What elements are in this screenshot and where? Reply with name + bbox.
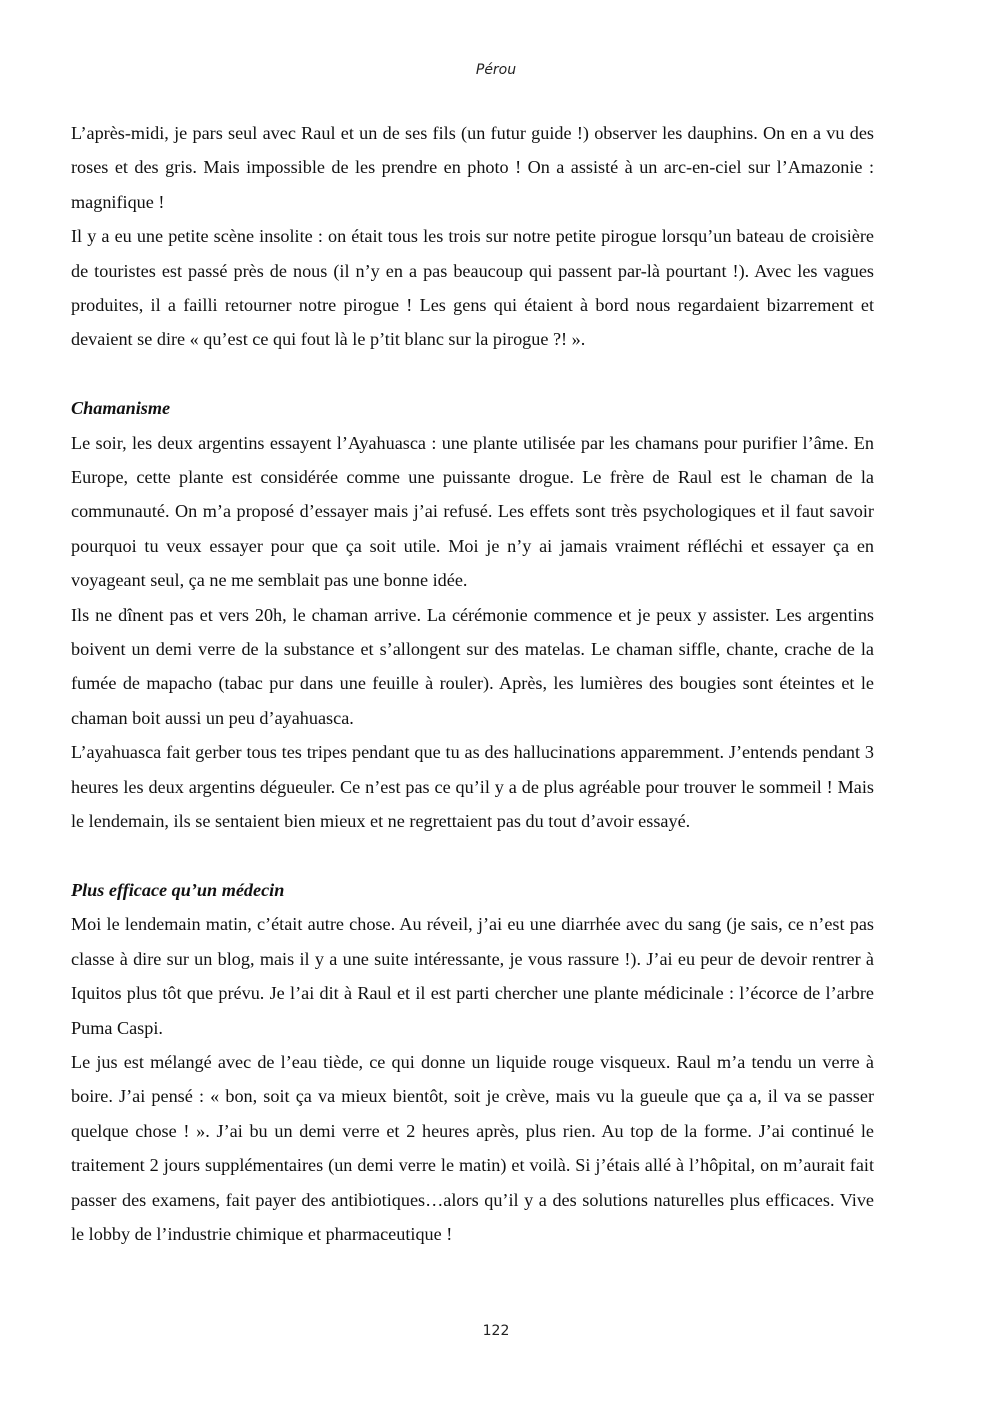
section-heading: Chamanisme <box>71 398 171 419</box>
page-body <box>71 116 874 1251</box>
paragraph: L’ayahuasca fait gerber tous tes tripes pendant que tu as des hallucinations apparemment. J’entends pendant 3 heures les deux argentins dégueuler. Ce n’est pas ce qu’il y a de plus agréable pour trouver le sommeil ! Mais le lendemain, ils se sentaient bien mieux et ne regrettaient pas du tout d’avoir essayé. <box>71 742 874 832</box>
paragraph: Il y a eu une petite scène insolite : on était tous les trois sur notre petite pirogue lorsqu’un bateau de croisière de touristes est passé près de nous (il n’y en a pas beaucoup qui passent par-là pourtant !). Avec les vagues produites, il a failli retourner notre pirogue ! Les gens qui étaient à bord nous regardaient bizarrement et devaient se dire « qu’est ce qui fout là le p’tit blanc sur la pirogue ?! ». <box>71 226 874 350</box>
section-spacer <box>71 357 874 391</box>
paragraph: Le jus est mélangé avec de l’eau tiède, ce qui donne un liquide rouge visqueux. Raul m’a tendu un verre à boire. J’ai pensé : « bon, soit ça va mieux bientôt, soit je crève, mais vu la gueule que ça a, il va se passer quelque chose ! ». J’ai bu un demi verre et 2 heures après, plus rien. Au top de la forme. J’ai continué le traitement 2 jours supplémentaires (un demi verre le matin) et voilà. Si j’étais allé à l’hôpital, on m’aurait fait passer des examens, fait payer des antibiotiques…alors qu’il y a des solutions naturelles plus efficaces. Vive le lobby de l’industrie chimique et pharmaceutique ! <box>71 1051 874 1244</box>
paragraph: L’après-midi, je pars seul avec Raul et un de ses fils (un futur guide !) observer les dauphins. On en a vu des roses et des gris. Mais impossible de les prendre en photo ! On a assisté à un arc-en-ciel sur l’Amazonie : magnifique ! <box>71 123 874 212</box>
running-header: Pérou <box>475 62 517 78</box>
section-heading: Plus efficace qu’un médecin <box>71 879 285 900</box>
paragraph: Le soir, les deux argentins essayent l’Ayahuasca : une plante utilisée par les chamans pour purifier l’âme. En Europe, cette plante est considérée comme une puissante drogue. Le frère de Raul est le chaman de la communauté. On m’a proposé d’essayer mais j’ai refusé. Les effets sont très psychologiques et il faut savoir pourquoi tu veux essayer pour que ça soit utile. Moi je n’y ai jamais vraiment réfléchi et essayer ça en voyageant seul, ça ne me semblait pas une bonne idée. <box>71 432 874 591</box>
page-number: 122 <box>482 1323 510 1339</box>
section-spacer <box>71 839 874 873</box>
paragraph: Moi le lendemain matin, c’était autre chose. Au réveil, j’ai eu une diarrhée avec du sang (je sais, ce n’est pas classe à dire sur un blog, mais il y a une suite intéressante, je vous rassure !). J’ai eu peur de devoir rentrer à Iquitos plus tôt que prévu. Je l’ai dit à Raul et il est parti chercher une plante médicinale : l’écorce de l’arbre Puma Caspi. <box>71 914 874 1038</box>
paragraph: Ils ne dînent pas et vers 20h, le chaman arrive. La cérémonie commence et je peux y assister. Les argentins boivent un demi verre de la substance et s’allongent sur des matelas. Le chaman siffle, chante, crache de la fumée de mapacho (tabac pur dans une feuille à rouler). Après, les lumières des bougies sont éteintes et le chaman boit aussi un peu d’ayahuasca. <box>71 604 874 728</box>
